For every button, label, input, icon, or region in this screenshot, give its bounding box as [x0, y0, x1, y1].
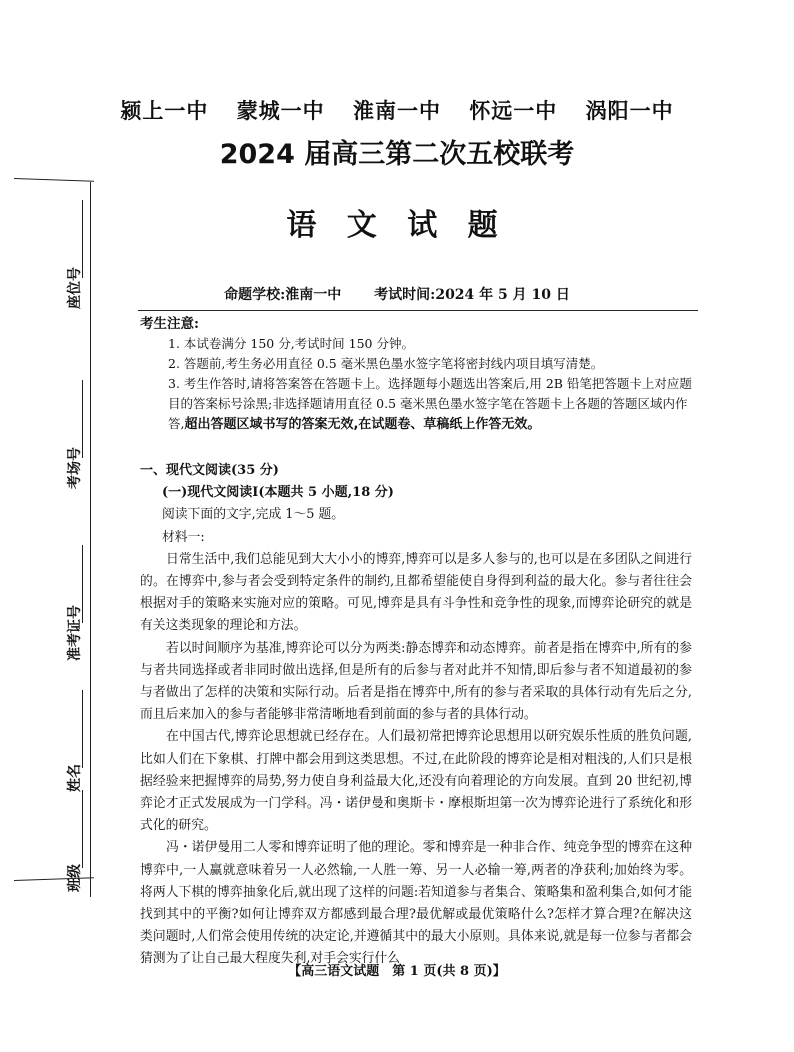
paragraph-2: 若以时间顺序为基准,博弈论可以分为两类:静态博弈和动态博弈。前者是指在博弈中,所有的参与者共同选择或者非同时做出选择,但是所有的后参与者对此并不知情,即后参与者不知道最初的参与者做出了怎样的决策和实际行动。后者是指在博弈中,所有的参与者采取的具体行动有先后之分,而且后来加入的参与者能够非常清晰地看到前面的参与者的具体行动。: [140, 640, 692, 723]
admission-number-label: 准考证号: [67, 605, 83, 661]
school-name: 淮南一中: [353, 99, 441, 123]
notice-title: 考生注意:: [140, 316, 199, 332]
name-label: 姓名: [67, 764, 83, 792]
reading-section: [140, 460, 692, 971]
candidate-notice: [140, 314, 700, 435]
class-label: 班级: [67, 864, 83, 892]
exam-title: 2024 届高三第二次五校联考: [219, 139, 575, 170]
school-name: 颍上一中: [120, 99, 209, 123]
school-name: 涡阳一中: [585, 99, 674, 123]
paragraph-1: 日常生活中,我们总能见到大大小小的博弈,博弈可以是多人参与的,也可以是在多团队之间进行的。在博弈中,参与者会受到特定条件的制约,且都希望能使自身得到利益的最大化。参与者往往会根据对手的策略来实施对应的策略。可见,博弈是具有斗争性和竞争性的现象,而博弈论研究的就是有关这类现象的理论和方法。: [140, 551, 692, 634]
seat-number-label: 座位号: [67, 267, 83, 309]
header-divider: [138, 310, 698, 311]
paragraph-3: 在中国古代,博弈论思想就已经存在。人们最初常把博弈论思想用以研究娱乐性质的胜负问题,比如人们在下象棋、打牌中都会用到这类思想。不过,在此阶段的博弈论是相对粗浅的,人们只是根据经验来把握博弈的局势,努力使自身利益最大化,还没有向着理论的方向发展。直到 20 世纪初,博弈论才正式发展成为一门学科。冯・诺伊曼和奥斯卡・摩根斯坦第一次为博弈论进行了系统化和形式化的研究。: [140, 729, 692, 834]
reading-instruction: 阅读下面的文字,完成 1～5 题。: [162, 507, 345, 523]
name-field[interactable]: [58, 690, 88, 792]
exam-room-label: 考场号: [67, 447, 83, 489]
notice-item-2: 2. 答题前,考生务必用直径 0.5 毫米黑色墨水签字笔将密封线内项目填写清楚。: [168, 356, 604, 371]
school-name: 蒙城一中: [236, 99, 325, 123]
school-name: 怀远一中: [469, 99, 558, 123]
paragraph-4: 冯・诺伊曼用二人零和博弈证明了他的理论。零和博弈是一种非合作、纯竞争型的博弈在这种博弈中,一人赢就意味着另一人必然输,一人胜一筹、另一人必输一筹,两者的净获利;加始终为零。将两人下棋的博弈抽象化后,就出现了这样的问题:若知道参与者集合、策略集和盈利集合,如何才能找到其中的平衡?如何让博弈双方都感到最合理?最优解或最优策略什么?怎样才算合理?在解决这类问题时,人们常会使用传统的决定论,并遵循其中的最大小原则。具体来说,就是每一位参与者都会猜测为了让自己最大程度失利,对手会实行什么: [140, 840, 692, 967]
notice-item-1: 1. 本试卷满分 150 分,考试时间 150 分钟。: [168, 336, 414, 351]
subject-title: 语 文 试 题: [286, 208, 508, 243]
class-field[interactable]: [58, 790, 88, 892]
exam-info: [0, 284, 794, 304]
exam-date: 考试时间:2024 年 5 月 10 日: [374, 287, 570, 303]
binding-top-line: [14, 178, 94, 182]
notice-item-3-text: 3. 考生作答时,请将答案答在答题卡上。选择题每小题选出答案后,用 2B 铅笔把答题卡上对应题目的答案标号涂黑;非选择题请用直径 0.5 毫米黑色墨水签字笔在答题卡上各题的答题区域内作答,: [168, 376, 692, 431]
section-heading: 一、现代文阅读(35 分): [140, 463, 279, 478]
exam-room-field[interactable]: [58, 380, 88, 489]
material-label: 材料一:: [162, 529, 205, 545]
notice-item-3: [140, 374, 700, 435]
setter-school: 命题学校:淮南一中: [224, 287, 342, 303]
admission-number-field[interactable]: [58, 545, 88, 661]
notice-item-3-emphasis: 超出答题区域书写的答案无效,在试题卷、草稿纸上作答无效。: [184, 417, 541, 432]
school-list: [0, 95, 794, 125]
page-footer: 【高三语文试题 第 1 页(共 8 页)】: [288, 964, 506, 979]
subsection-heading: (一)现代文阅读Ⅰ(本题共 5 小题,18 分): [162, 485, 394, 501]
